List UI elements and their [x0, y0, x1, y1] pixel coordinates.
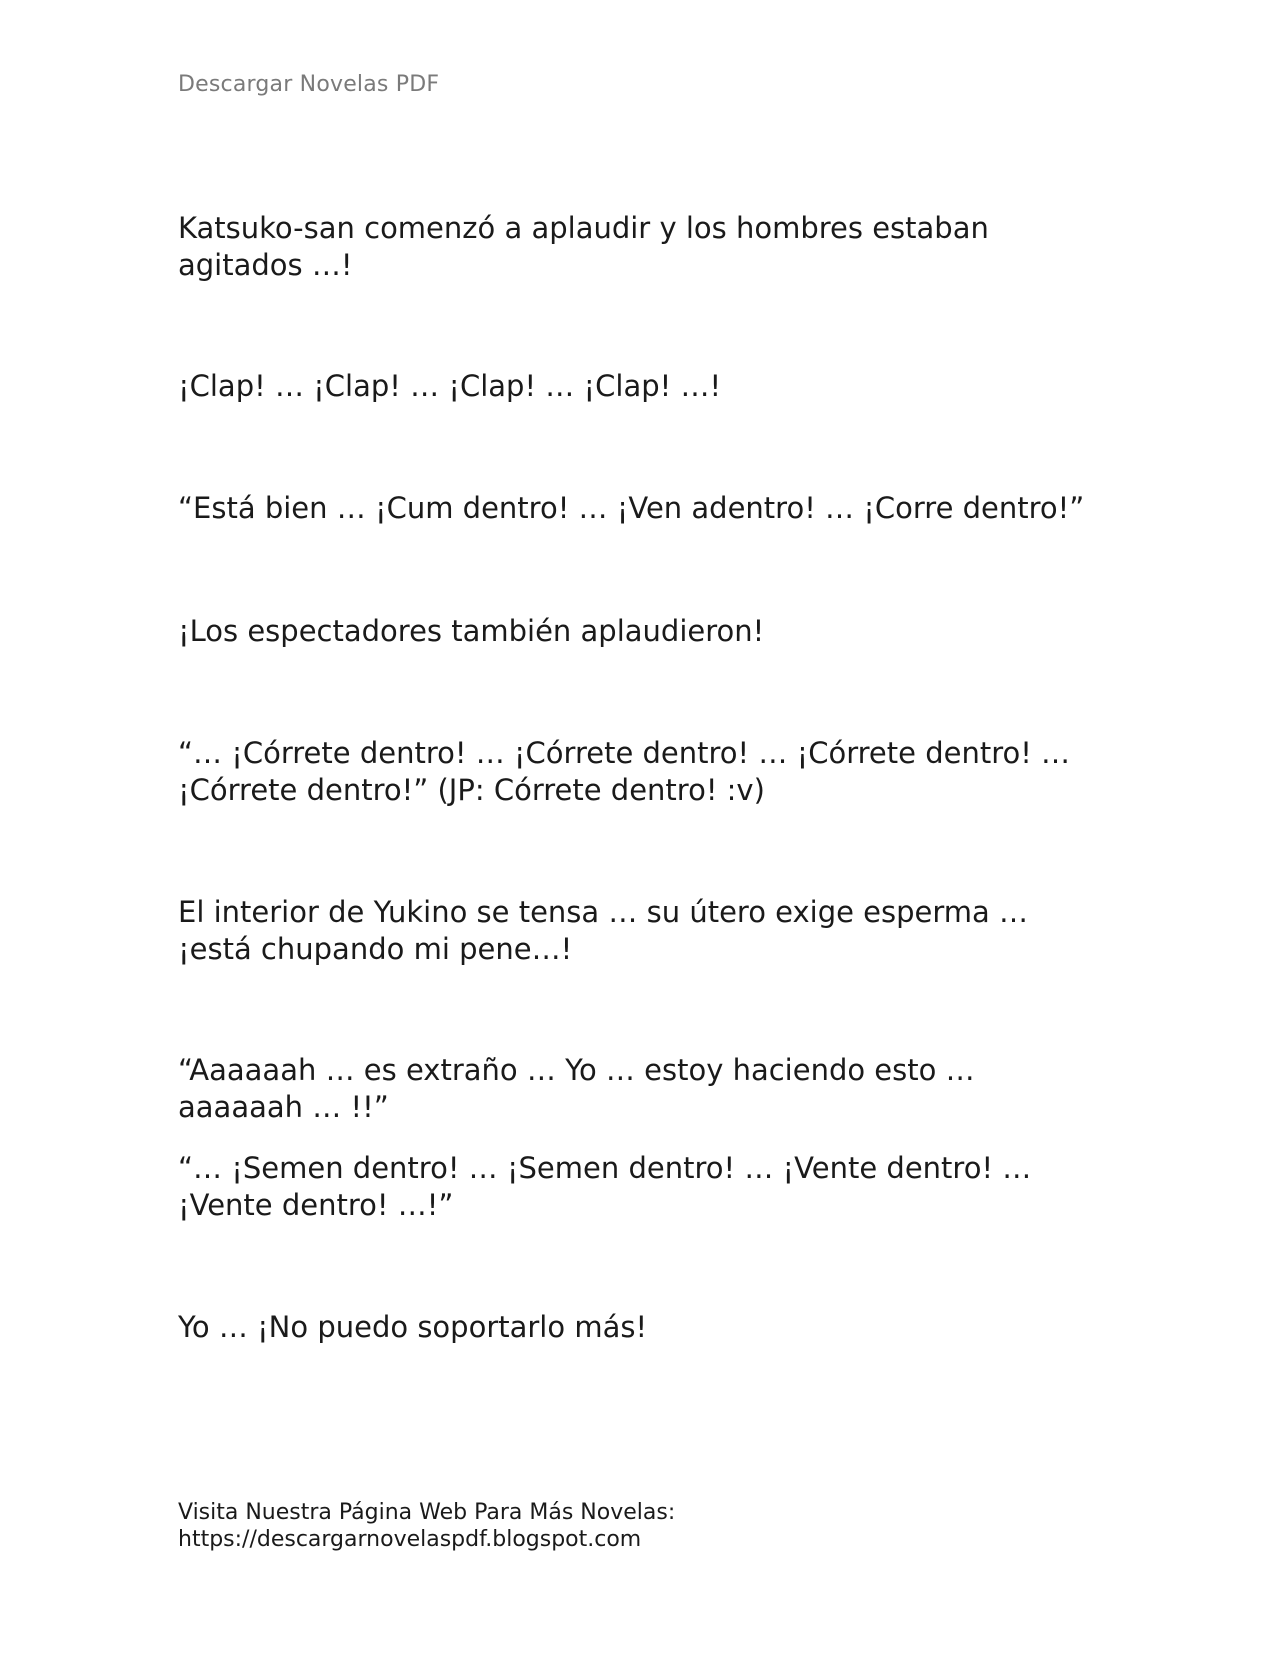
paragraph: “Aaaaaah … es extraño … Yo … estoy haciendo esto … aaaaaah … !!” — [178, 1053, 975, 1124]
paragraph: “Está bien … ¡Cum dentro! … ¡Ven adentro! … ¡Corre dentro!” — [178, 491, 1085, 525]
paragraph: “… ¡Córrete dentro! … ¡Córrete dentro! … ¡Córrete dentro! … ¡Córrete dentro!” (JP: Córrete dentro! :v) — [178, 736, 1071, 807]
paragraph: “… ¡Semen dentro! … ¡Semen dentro! … ¡Vente dentro! … ¡Vente dentro! …!” — [178, 1151, 1032, 1222]
paragraph: Yo … ¡No puedo soportarlo más! — [178, 1310, 648, 1344]
page-header: Descargar Novelas PDF — [178, 72, 440, 97]
page-footer — [178, 1499, 675, 1553]
footer-text: Visita Nuestra Página Web Para Más Novelas: — [178, 1500, 676, 1525]
paragraph: El interior de Yukino se tensa … su útero exige esperma … ¡está chupando mi pene…! — [178, 895, 1029, 966]
footer-link[interactable]: https://descargarnovelaspdf.blogspot.com — [178, 1527, 642, 1552]
paragraph: ¡Los espectadores también aplaudieron! — [178, 614, 765, 648]
paragraph: ¡Clap! … ¡Clap! … ¡Clap! … ¡Clap! …! — [178, 369, 722, 403]
paragraph: Katsuko-san comenzó a aplaudir y los hombres estaban agitados …! — [178, 211, 989, 282]
